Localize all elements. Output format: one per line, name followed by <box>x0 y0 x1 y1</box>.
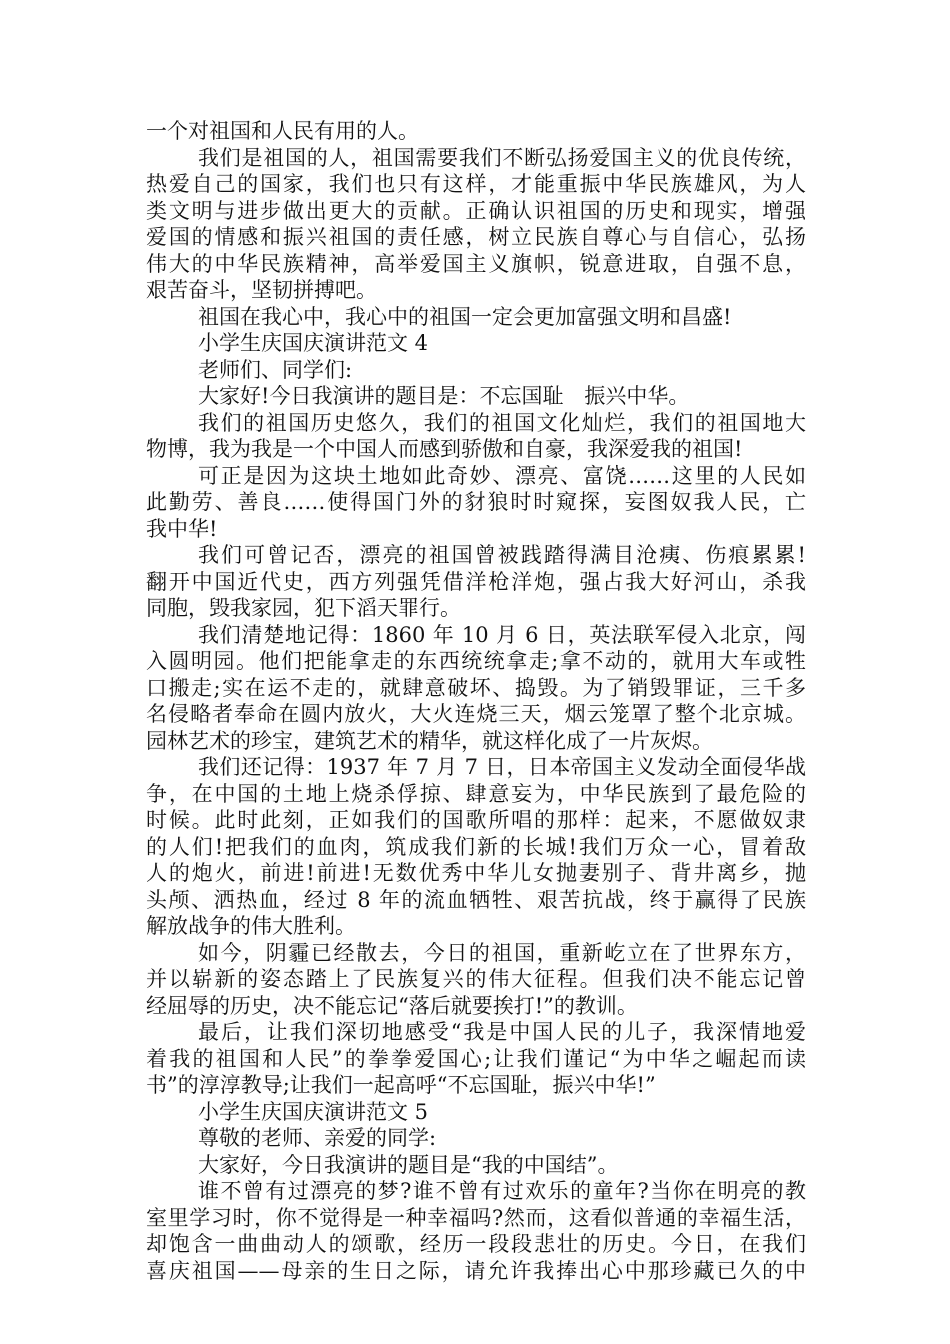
text-line: 谁不曾有过漂亮的梦?谁不曾有过欢乐的童年?当你在明亮的教 <box>198 1179 806 1203</box>
text-lines <box>146 118 806 1284</box>
text-line: 可正是因为这块土地如此奇妙、漂亮、富饶……这里的人民如 <box>198 463 806 488</box>
text-line: 艰苦奋斗，坚韧拼搏吧。 <box>146 278 377 302</box>
text-line: 类文明与进步做出更大的贡献。正确认识祖国的历史和现实，增强 <box>146 198 806 223</box>
text-line: 尊敬的老师、亲爱的同学: <box>198 1126 437 1150</box>
text-line: 我们可曾记否，漂亮的祖国曾被践踏得满目沧痍、伤痕累累! <box>198 543 806 567</box>
text-line: 我们清楚地记得：1860 年 10 月 6 日，英法联军侵入北京，闯 <box>198 622 806 647</box>
text-line: 书”的淳淳教导;让我们一起高呼“不忘国耻，振兴中华!” <box>146 1073 656 1097</box>
text-line: 名侵略者奉命在圆内放火，大火连烧三天，烟云笼罩了整个北京城。 <box>146 702 806 726</box>
text-line: 室里学习时，你不觉得是一种幸福吗?然而，这看似普通的幸福生活， <box>146 1205 806 1230</box>
document-body <box>146 118 806 1284</box>
text-line: 物博，我为我是一个中国人而感到骄傲和自豪，我深爱我的祖国! <box>146 437 743 461</box>
text-line: 争，在中国的土地上烧杀俘掠、肆意妄为，中华民族到了最危险的 <box>146 781 806 806</box>
text-line: 同胞，毁我家园，犯下滔天罪行。 <box>146 596 461 620</box>
text-line: 喜庆祖国——母亲的生日之际，请允许我捧出心中那珍藏已久的中 <box>146 1258 806 1283</box>
text-line: 小学生庆国庆演讲范文 4 <box>198 331 429 355</box>
text-line: 入圆明园。他们把能拿走的东西统统拿走;拿不动的，就用大车或牲 <box>146 649 806 673</box>
text-line: 口搬走;实在运不走的，就肆意破坏、捣毁。为了销毁罪证，三千多 <box>146 675 806 700</box>
text-line: 大家好!今日我演讲的题目是：不忘国耻 振兴中华。 <box>198 384 690 408</box>
text-line: 解放战争的伟大胜利。 <box>146 914 356 938</box>
text-line: 经屈辱的历史，决不能忘记“落后就要挨打!”的教训。 <box>146 993 638 1018</box>
text-line: 热爱自己的国家，我们也只有这样，才能重振中华民族雄风，为人 <box>146 172 806 196</box>
text-line: 老师们、同学们: <box>198 357 353 382</box>
text-line: 头颅、洒热血，经过 8 年的流血牺牲、艰苦抗战，终于赢得了民族 <box>146 887 806 912</box>
text-line: 园林艺术的珍宝，建筑艺术的精华，就这样化成了一片灰烬。 <box>146 728 713 753</box>
text-line: 此勤劳、善良……使得国门外的豺狼时时窥探，妄图奴我人民，亡 <box>146 490 806 514</box>
text-line: 时候。此时此刻，正如我们的国歌所唱的那样：起来，不愿做奴隶 <box>146 808 806 832</box>
text-line: 爱国的情感和振兴祖国的责任感，树立民族自尊心与自信心，弘扬 <box>146 225 806 249</box>
text-line: 我中华! <box>146 516 218 541</box>
text-line: 大家好，今日我演讲的题目是“我的中国结”。 <box>198 1152 619 1177</box>
text-line: 我们是祖国的人，祖国需要我们不断弘扬爱国主义的优良传统， <box>198 145 806 170</box>
text-line: 祖国在我心中，我心中的祖国一定会更加富强文明和昌盛! <box>198 304 732 329</box>
text-line: 却饱含一曲曲动人的颂歌，经历一段段悲壮的历史。今日，在我们 <box>146 1232 806 1256</box>
text-line: 我们的祖国历史悠久，我们的祖国文化灿烂，我们的祖国地大 <box>198 410 806 435</box>
text-line: 着我的祖国和人民”的拳拳爱国心;让我们谨记“为中华之崛起而读 <box>146 1046 806 1071</box>
text-line: 伟大的中华民族精神，高举爱国主义旗帜，锐意进取，自强不息， <box>146 251 806 276</box>
text-line: 并以崭新的姿态踏上了民族复兴的伟大征程。但我们决不能忘记曾 <box>146 967 806 991</box>
text-line: 一个对祖国和人民有用的人。 <box>146 119 419 143</box>
text-line: 人的炮火，前进!前进!无数优秀中华儿女抛妻别子、背井离乡，抛 <box>146 861 806 885</box>
text-line: 最后，让我们深切地感受“我是中国人民的儿子，我深情地爱 <box>198 1020 806 1044</box>
text-line: 如今，阴霾已经散去，今日的祖国，重新屹立在了世界东方， <box>198 940 806 965</box>
text-line: 小学生庆国庆演讲范文 5 <box>198 1099 429 1124</box>
text-line: 的人们!把我们的血肉，筑成我们新的长城!我们万众一心，冒着敌 <box>146 834 806 859</box>
text-line: 翻开中国近代史，西方列强凭借洋枪洋炮，强占我大好河山，杀我 <box>146 569 806 594</box>
text-line: 我们还记得：1937 年 7 月 7 日，日本帝国主义发动全面侵华战 <box>198 755 806 779</box>
